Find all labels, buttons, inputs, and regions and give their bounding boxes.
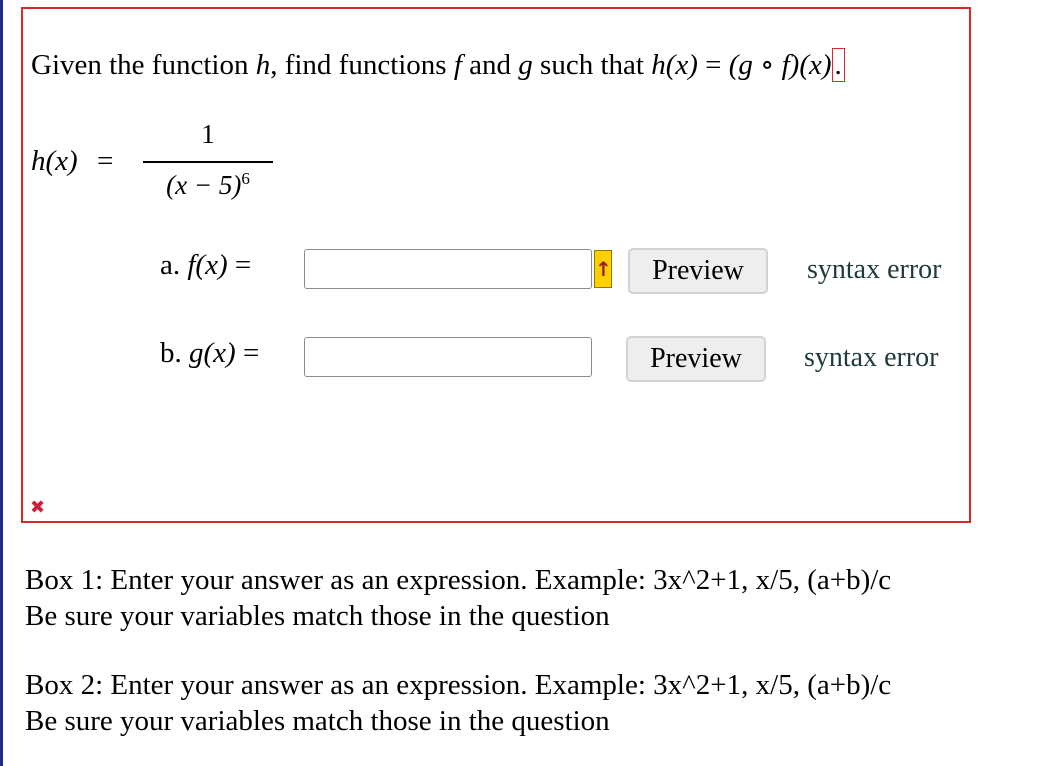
question-container [21,7,971,523]
prompt-text: such that [532,49,652,81]
prompt-var-h: h [255,49,271,81]
answer-a-status: syntax error [807,254,942,285]
answer-b-input[interactable] [304,337,592,377]
prompt-hx: h(x) [651,49,698,81]
answer-a-label [160,249,251,282]
hint-2-line1: Box 2: Enter your answer as an expression. Example: 3x^2+1, x/5, (a+b)/c [25,669,892,701]
h-numerator: 1 [201,119,215,149]
prompt-period: . [832,48,845,82]
answer-a-equals: = [234,249,252,281]
hint-box-2 [25,667,891,739]
hint-1-line1: Box 1: Enter your answer as an expression. Example: 3x^2+1, x/5, (a+b)/c [25,564,892,596]
h-of-x: h(x) [31,145,78,177]
answer-a-input[interactable] [304,249,592,289]
answer-row-b [23,331,969,379]
hint-1-line2: Be sure your variables match those in the question [25,600,610,632]
h-equals: = [96,145,114,177]
preview-a-button[interactable]: Preview [628,248,768,294]
hint-box-1 [25,562,891,634]
warning-icon[interactable]: ↑ [594,250,612,288]
h-lhs [31,145,113,178]
prompt-equals: = [697,49,729,81]
answer-b-letter: b. [160,337,182,369]
answer-a-letter: a. [160,249,181,281]
incorrect-icon: ✖ [30,497,46,518]
answer-b-func: g(x) [189,337,236,369]
answer-row-a [23,243,969,291]
h-denominator [143,169,273,201]
answer-b-equals: = [242,337,260,369]
left-border-rule [0,0,3,766]
hint-2-line2: Be sure your variables match those in the question [25,705,610,737]
prompt-var-f: f [453,49,462,81]
answer-a-func: f(x) [187,249,228,281]
answer-b-label [160,337,259,370]
prompt-var-g: g [518,49,533,81]
prompt-composition: (g ∘ f)(x) [728,49,832,81]
question-prompt [31,47,845,83]
prompt-text: , find functions [270,49,454,81]
h-denominator-base: (x − 5) [166,170,242,200]
h-exponent: 6 [241,169,250,188]
preview-b-button[interactable]: Preview [626,336,766,382]
answer-b-status: syntax error [804,342,939,373]
prompt-text: Given the function [31,49,256,81]
prompt-text: and [461,49,519,81]
fraction-bar [143,161,273,163]
